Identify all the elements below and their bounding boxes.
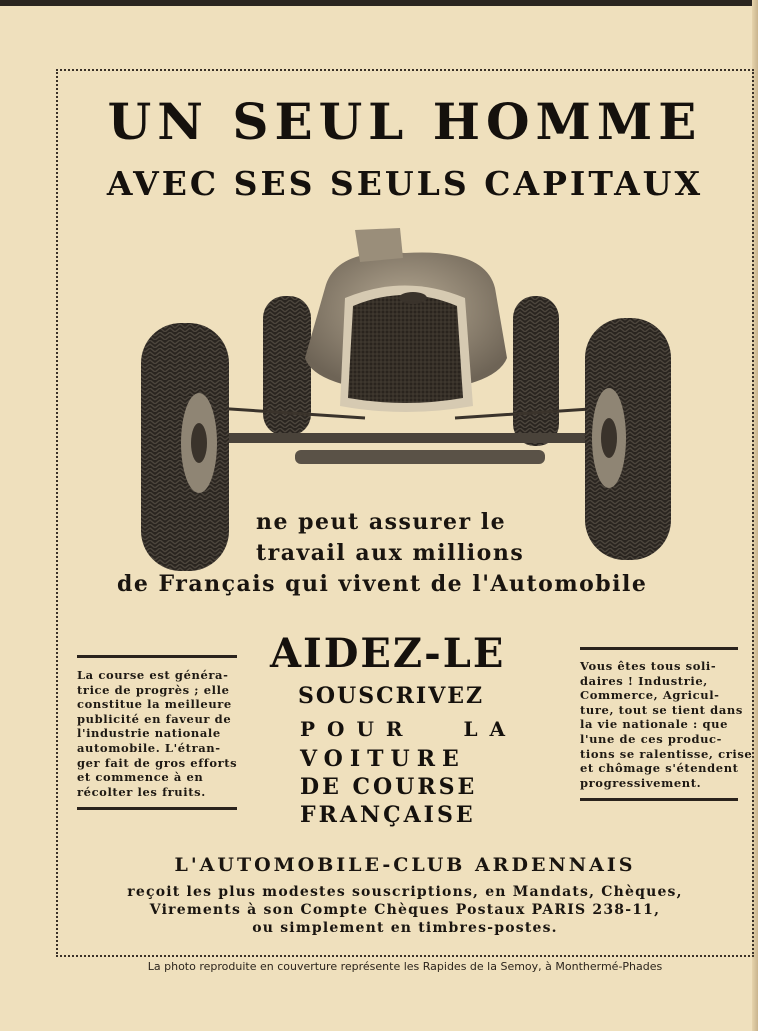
right-text-line: progressivement. [580,775,702,790]
left-text-line: constitue la meilleure [77,697,232,712]
subscribe-heading: SOUSCRIVEZ [298,683,485,709]
right-text-line: tions se ralentisse, crise [580,746,753,761]
left-text-line: automobile. L'étran- [77,740,221,755]
left-text-line: ger fait de gros efforts [77,755,238,770]
call-to-action-heading: AIDEZ-LE [270,630,506,677]
right-text-box [580,647,753,801]
right-text-line: l'une de ces produc- [580,731,723,746]
tagline-line-3: de Français qui vivent de l'Automobile [117,571,648,597]
left-text-line: récolter les fruits. [77,784,206,799]
left-text-line: La course est généra- [77,668,229,682]
tagline-line-1: ne peut assurer le [256,509,507,535]
photo-caption: La photo reproduite en couverture représente les Rapides de la Semoy, à Monthermé-Phades [147,960,663,973]
tagline-line-2: travail aux millions [256,540,525,566]
right-text-line: et chômage s'étendent [580,761,739,776]
right-text-line: la vie nationale : que [580,717,729,732]
club-name: L'AUTOMOBILE-CLUB ARDENNAIS [174,854,636,876]
racing-line: DE COURSE [300,774,478,800]
for-the-line: POUR LA [300,717,518,741]
french-line: FRANÇAISE [300,802,476,828]
left-text-line: publicité en faveur de [77,711,232,726]
right-text-line: ture, tout se tient dans [580,702,743,717]
left-text-line: l'industrie nationale [77,726,221,741]
left-text-line: et commence à en [77,770,204,785]
right-text-line: Vous êtes tous soli- [580,659,717,673]
left-text-line: trice de progrès ; elle [77,682,230,697]
top-edge [0,0,758,6]
club-info-line-1: reçoit les plus modestes souscriptions, en Mandats, Chèques, [127,884,683,900]
headline-main: UN SEUL HOMME [107,92,703,151]
right-text-line: daires ! Industrie, [580,673,708,688]
left-text-box [77,655,237,810]
club-info-line-3: ou simplement en timbres-postes. [252,920,558,936]
headline-sub: AVEC SES SEULS CAPITAUX [106,164,704,203]
car-line: VOITURE [300,746,466,772]
club-info-line-2: Virements à son Compte Chèques Postaux PARIS 238-11, [149,902,661,918]
right-text-line: Commerce, Agricul- [580,688,720,703]
